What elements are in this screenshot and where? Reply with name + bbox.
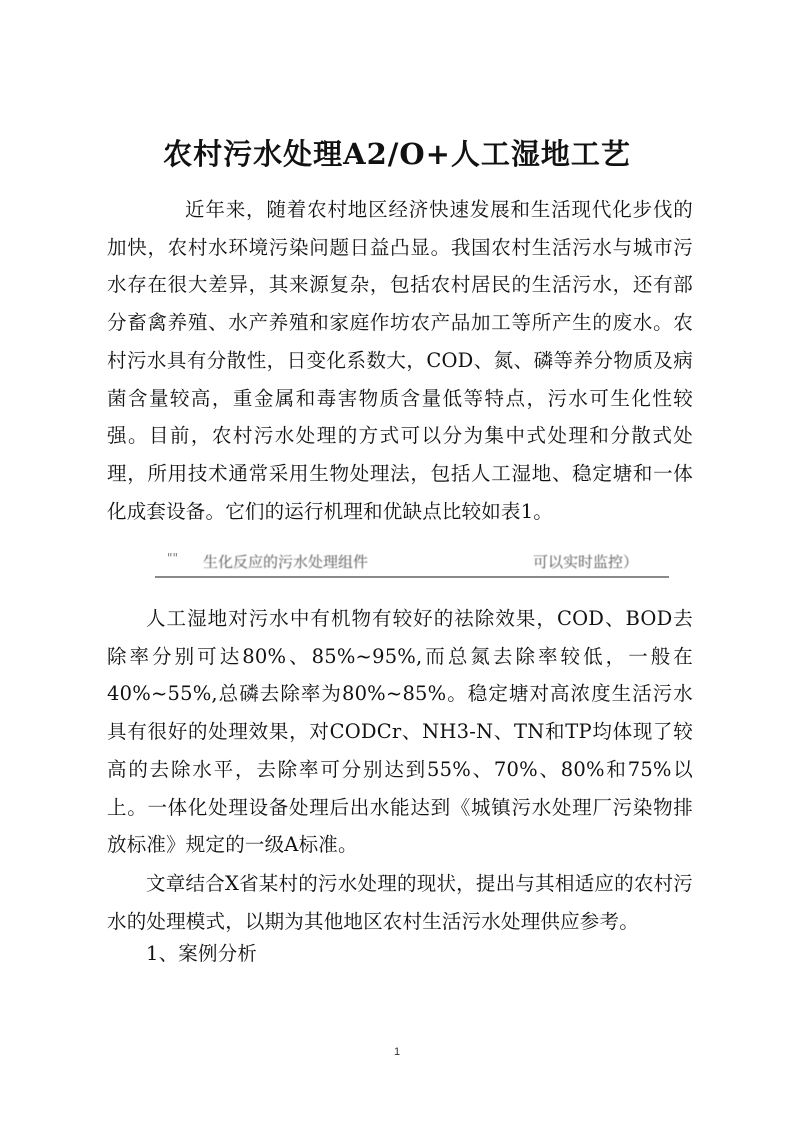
section-heading-case-analysis: 1、案例分析 [146,942,258,965]
table-cell-right: 可以实时监控） [533,553,639,571]
table-fragment [155,549,669,577]
table-cell-left: 生化反应的污水处理组件 [203,553,369,571]
paragraph-article-purpose: 文章结合X省某村的污水处理的现状，提出与其相适应的农村污水的处理模式，以期为其他地区农村生活污水处理供应参考。 [107,872,693,933]
paragraph-intro: 近年来，随着农村地区经济快速发展和生活现代化步伐的加快，农村水环境污染问题日益凸显。我国农村生活污水与城市污水存在很大差异，其来源复杂，包括农村居民的生活污水，还有部分畜禽养殖、水产养殖和家庭作坊农产品加工等所产生的废水。农村污水具有分散性，日变化系数大，COD、氮、磷等养分物质及病菌含量较高，重金属和毒害物质含量低等特点，污水可生化性较强。目前，农村污水处理的方式可以分为集中式处理和分散式处理，所用技术通常采用生物处理法，包括人工湿地、稳定塘和一体化成套设备。它们的运行机理和优缺点比较如表1。 [107,198,693,523]
paragraph-treatment-efficiency: 人工湿地对污水中有机物有较好的祛除效果，COD、BOD去除率分别可达80%、85%~95%,而总氮去除率较低，一般在40%~55%,总磷去除率为80%~85%。稳定塘对高浓度生活污水具有很好的处理效果，对CODCr、NH3-N、TN和TP均体现了较高的去除水平，去除率可分别达到55%、70%、80%和75%以上。一体化处理设备处理后出水能达到《城镇污水处理厂污染物排放标准》规定的一级A标准。 [107,607,693,857]
table-cell-mark: "" [167,551,179,565]
document-title: 农村污水处理A2/O+人工湿地工艺 [163,137,631,171]
table-bottom-rule [155,576,669,578]
table-row [155,549,669,575]
page-number: 1 [393,1046,401,1058]
